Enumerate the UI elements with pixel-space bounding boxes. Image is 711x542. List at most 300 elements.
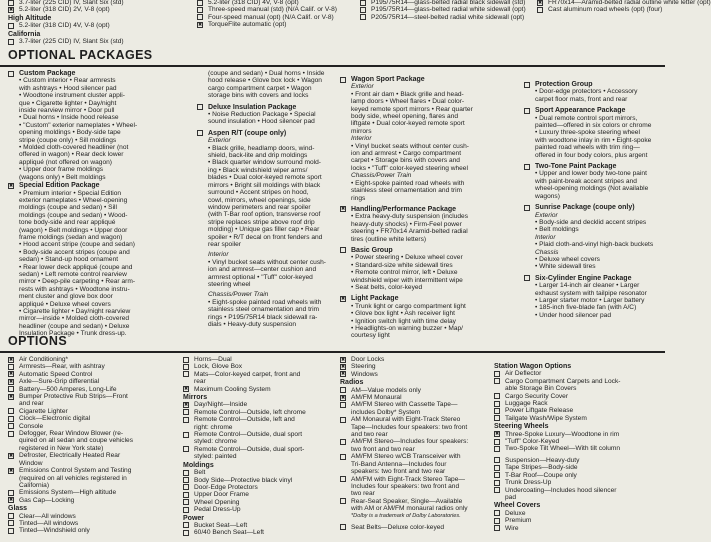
- option-door-edge-protectors[interactable]: [183, 484, 348, 491]
- checkbox[interactable]: [340, 387, 346, 393]
- option-5-2-liter-318-cid-4v-v-8-opt[interactable]: [8, 22, 168, 29]
- option-automatic-speed-control[interactable]: [8, 371, 188, 378]
- option-three-spoke-luxury-woodtone-in-rim[interactable]: [494, 431, 659, 438]
- checkbox[interactable]: [340, 371, 346, 377]
- option-console[interactable]: [8, 423, 188, 430]
- packages-column-3: [340, 76, 525, 340]
- option-four-speed-manual-opt-n-a-calif-or-v-8[interactable]: [197, 14, 357, 21]
- description-line: stainless steel ornamentation and trim: [351, 187, 463, 195]
- description-line: • Plaid cloth-and-vinyl high-back buckets: [535, 241, 654, 249]
- option-am-fm-stereo-with-cassette-tape[interactable]: [340, 401, 500, 408]
- custom-package[interactable]: Custom Package: [8, 70, 193, 77]
- option-label: Axle—Sure-Grip differential: [19, 378, 100, 386]
- option-am-fm-stereo-includes-four-speakers[interactable]: [340, 438, 500, 445]
- option-label: Belt: [194, 469, 206, 477]
- description-line: stainless steel ornamentation and trim: [208, 306, 320, 314]
- six-cylinder-description: [524, 282, 671, 319]
- handling-checkbox[interactable]: [340, 206, 346, 212]
- checkbox[interactable]: [494, 378, 500, 384]
- checkbox[interactable]: [183, 522, 189, 528]
- checkbox[interactable]: [340, 454, 346, 460]
- description-line: ing • Black windshield wiper arms/: [208, 166, 308, 174]
- checkbox[interactable]: [8, 423, 14, 429]
- checkbox[interactable]: [340, 395, 346, 401]
- basic-group[interactable]: Basic Group: [340, 247, 525, 254]
- option-tuff-color-keyed[interactable]: [494, 438, 659, 445]
- sunrise-exterior-label: Exterior: [535, 211, 558, 219]
- wagon-chassis-description: [340, 180, 525, 202]
- description-line: frame moldings (sedan and wagon): [19, 233, 123, 241]
- sport-appearance-description: [524, 115, 671, 159]
- option-continuation-text: Tape—Includes four speakers: two front: [351, 423, 468, 431]
- option-seat-belts-deluxe-color-keyed[interactable]: [340, 524, 500, 531]
- option-continuation-text: two front and two rear: [351, 445, 415, 453]
- sunrise-checkbox[interactable]: [524, 205, 530, 211]
- checkbox[interactable]: [8, 23, 14, 29]
- description-line: dials • Heavy-duty suspension: [208, 321, 297, 328]
- checkbox[interactable]: [494, 465, 500, 471]
- checkbox[interactable]: [494, 431, 500, 437]
- checkbox[interactable]: [197, 0, 203, 6]
- description-line: with woodtone inlay in rim • Eight-spoke: [535, 136, 652, 144]
- description-line: cargo compartment carpet • Wagon: [208, 84, 312, 92]
- deluxe-insulation-description: [197, 111, 352, 126]
- checkbox[interactable]: [340, 498, 346, 504]
- option-5-2-liter-318-cid-2v-v-8-opt[interactable]: [8, 6, 168, 13]
- description-line: keyed remote sport mirrors • Rear quarter: [351, 105, 473, 113]
- protection-group-description: [524, 88, 671, 103]
- description-line: sound insulation • Hood silencer pad: [208, 118, 315, 126]
- option-60-40-bench-seat-left[interactable]: [183, 529, 348, 536]
- sunrise-package[interactable]: Sunrise Package (coupe only): [524, 204, 671, 211]
- light-package-description: [340, 303, 525, 340]
- checkbox[interactable]: [340, 364, 346, 370]
- aspen-chassis-description: [197, 299, 352, 329]
- description-line: painted road wheels with trim ring—: [535, 144, 640, 152]
- description-line: • Eight-spoke painted road wheels with: [351, 179, 465, 187]
- aspen-interior-description: [197, 259, 352, 289]
- option-label: Wire: [505, 524, 519, 532]
- checkbox[interactable]: [494, 439, 500, 445]
- description-line: painted—offered in six colors or chrome: [535, 122, 652, 130]
- option-am-fm-stereo-w-cb-transceiver-with[interactable]: [340, 453, 500, 460]
- option-label: Body Side—Protective black vinyl: [194, 476, 293, 484]
- checkbox[interactable]: [8, 0, 14, 6]
- option-armrests-rear-with-ashtray[interactable]: [8, 363, 188, 370]
- station-wagon-options-heading: Station Wagon Options: [494, 363, 572, 370]
- option-remote-control-outside-dual-sport[interactable]: [183, 446, 348, 453]
- checkbox[interactable]: [8, 416, 14, 422]
- checkbox[interactable]: [183, 499, 189, 505]
- wagon-exterior-label: Exterior: [351, 83, 374, 91]
- description-line: • Black grille, headlamp doors, wind-: [208, 144, 315, 152]
- option-body-side-protective-black-vinyl[interactable]: [183, 477, 348, 484]
- checkbox[interactable]: [183, 432, 189, 438]
- option-maximum-cooling-system[interactable]: [183, 386, 348, 393]
- option-label: "Tuff" Color-Keyed: [505, 438, 560, 446]
- option-tailgate-wash-wipe-system[interactable]: [494, 415, 659, 422]
- description-line: • Hood accent stripe (coupe and sedan): [19, 241, 135, 249]
- checkbox[interactable]: [8, 364, 14, 370]
- option-label: Two-Spoke Tilt Wheel—With tilt column: [505, 445, 621, 453]
- aspen-rt-checkbox[interactable]: [197, 130, 203, 136]
- option-p195-75r14-glass-belted-radial-white-sid[interactable]: [360, 6, 530, 13]
- option-continuation-text: and two rear: [351, 431, 388, 439]
- checkbox[interactable]: [494, 371, 500, 377]
- option-t-bar-roof-coupe-only[interactable]: [494, 472, 659, 479]
- checkbox[interactable]: [183, 484, 189, 490]
- checkbox[interactable]: [197, 14, 203, 20]
- checkbox[interactable]: [183, 364, 189, 370]
- checkbox[interactable]: [183, 477, 189, 483]
- option-label: 60/40 Bench Seat—Left: [194, 529, 265, 537]
- checkbox[interactable]: [183, 507, 189, 513]
- description-line: • Larger 14-inch air cleaner • Larger: [535, 282, 640, 290]
- custom-package-checkbox[interactable]: [8, 71, 14, 77]
- six-cylinder-checkbox[interactable]: [524, 275, 530, 281]
- checkbox[interactable]: [183, 402, 189, 408]
- checkbox[interactable]: [183, 357, 189, 363]
- option-air-conditioning[interactable]: [8, 356, 188, 363]
- checkbox[interactable]: [183, 470, 189, 476]
- checkbox[interactable]: [494, 480, 500, 486]
- option-label: AM/FM Stereo w/CB Transceiver with: [351, 453, 461, 461]
- handling-description: [340, 213, 525, 243]
- option-cargo-security-cover[interactable]: [494, 393, 659, 400]
- description-line: stripe replaces stripe above roof drip: [208, 218, 315, 226]
- description-line: • Upper door frame moldings: [19, 166, 104, 174]
- description-line: ion and armrest—center cushion and: [208, 266, 317, 274]
- option-label: Pedal Dress-Up: [194, 506, 241, 514]
- option-label: 5.2-liter (318 CID) 2V, V-8 (opt): [19, 6, 110, 14]
- description-line: sedan) • Left remote control rearview: [19, 270, 127, 278]
- checkbox[interactable]: [494, 510, 500, 516]
- description-line: • Molded cloth-covered headliner (not: [19, 144, 129, 152]
- option-label: 3.7-liter (225 CID) IV, Slant Six (std): [19, 0, 124, 6]
- steering-wheels-heading: Steering Wheels: [494, 423, 549, 431]
- options-heading: OPTIONS: [8, 334, 68, 348]
- checkbox[interactable]: [8, 528, 14, 534]
- description-line: • Power steering • Deluxe wheel cover: [351, 254, 463, 262]
- option-premium[interactable]: [494, 517, 659, 524]
- option-continuation-text: able Storage Bin Covers: [505, 385, 577, 393]
- checkbox[interactable]: [8, 453, 14, 459]
- basic-group-checkbox[interactable]: [340, 247, 346, 253]
- checkbox[interactable]: [8, 386, 14, 392]
- options-column-2: [183, 356, 348, 537]
- option-label: AM/FM Monaural: [351, 394, 402, 402]
- option-bucket-seat-left[interactable]: [183, 522, 348, 529]
- option-cigarette-lighter[interactable]: [8, 408, 188, 415]
- option-remote-control-outside-left-and[interactable]: [183, 416, 348, 423]
- checkbox[interactable]: [8, 357, 14, 363]
- glass-heading: Glass: [8, 505, 28, 513]
- option-label: Defroster, Electrically Heated Rear: [19, 452, 121, 460]
- checkbox[interactable]: [183, 371, 189, 377]
- checkbox[interactable]: [8, 513, 14, 519]
- option-continuation-text: two rear: [351, 490, 375, 498]
- two-tone-paint-package[interactable]: Two-Tone Paint Package: [524, 163, 671, 170]
- checkbox[interactable]: [8, 520, 14, 526]
- checkbox[interactable]: [8, 7, 14, 13]
- description-line: with ashtrays • Hood silencer pad: [19, 84, 117, 92]
- description-line: carpet floor mats, front and rear: [535, 95, 628, 103]
- description-line: tone body-side and rear appliqué: [19, 219, 116, 227]
- checkbox[interactable]: [340, 439, 346, 445]
- checkbox[interactable]: [360, 0, 366, 6]
- checkbox[interactable]: [183, 409, 189, 415]
- protection-group[interactable]: Protection Group: [524, 81, 671, 88]
- two-tone-description: [524, 170, 671, 200]
- checkbox[interactable]: [494, 401, 500, 407]
- option-cast-aluminum-road-wheels-opt-four[interactable]: [537, 6, 671, 13]
- checkbox[interactable]: [8, 371, 14, 377]
- wagon-sport-checkbox[interactable]: [340, 77, 346, 83]
- option-am-monaural-with-eight-track-stereo[interactable]: [340, 416, 500, 423]
- checkbox[interactable]: [197, 7, 203, 13]
- checkbox[interactable]: [8, 394, 14, 400]
- checkbox[interactable]: [183, 530, 189, 536]
- checkbox[interactable]: [494, 457, 500, 463]
- option-cargo-compartment-carpets-and-lock[interactable]: [494, 378, 659, 385]
- checkbox[interactable]: [360, 7, 366, 13]
- option-undercoating-includes-hood-silencer[interactable]: [494, 487, 659, 494]
- checkbox[interactable]: [360, 14, 366, 20]
- option-power-liftgate-release[interactable]: [494, 407, 659, 414]
- wagon-interior-label: Interior: [351, 135, 372, 143]
- option-continuation-text: right: chrome: [194, 423, 233, 431]
- checkbox[interactable]: [8, 497, 14, 503]
- option-day-night-inside[interactable]: [183, 401, 348, 408]
- sport-appearance-checkbox[interactable]: [524, 108, 530, 114]
- option-trunk-dress-up[interactable]: [494, 479, 659, 486]
- option-tinted-windshield-only[interactable]: [8, 527, 188, 534]
- option-door-locks[interactable]: [340, 356, 500, 363]
- six-cylinder-engine-package[interactable]: Six-Cylinder Engine Package: [524, 275, 671, 282]
- wheel-covers-heading: Wheel Covers: [494, 502, 541, 510]
- option-upper-door-frame[interactable]: [183, 491, 348, 498]
- checkbox[interactable]: [183, 446, 189, 452]
- description-line: • Cigarette lighter • Day/night rearview: [19, 308, 131, 315]
- option-label: Cigarette Lighter: [19, 407, 68, 415]
- description-line: • 185-inch five-blade fan (with A/C): [535, 304, 637, 312]
- option-tinted-all-windows[interactable]: [8, 520, 188, 527]
- description-line: armrest optional • "Tuff" color-keyed: [208, 273, 313, 281]
- aspen-rt-package[interactable]: Aspen R/T (coupe only): [197, 130, 352, 137]
- handling-performance-package[interactable]: ✖ Handling/Performance Package: [340, 206, 525, 213]
- description-line: • Deluxe wheel covers: [535, 255, 600, 263]
- option-label: FR70x14—Aramid-belted radial outline white letter (opt): [548, 0, 711, 6]
- checkbox[interactable]: [197, 22, 203, 28]
- option-label: Remote Control—Outside, left and: [194, 416, 295, 424]
- option-rear-seat-speaker-single-available[interactable]: [340, 498, 500, 505]
- description-line: • Under hood silencer pad: [535, 311, 611, 319]
- option-label: Cast aluminum road wheels (opt) (four): [548, 6, 663, 14]
- checkbox[interactable]: [8, 431, 14, 437]
- aspen-exterior-label: Exterior: [208, 137, 231, 145]
- checkbox[interactable]: [537, 7, 543, 13]
- checkbox[interactable]: [8, 408, 14, 414]
- checkbox[interactable]: [8, 379, 14, 385]
- option-windows[interactable]: [340, 371, 500, 378]
- option-am-fm-monaural[interactable]: [340, 394, 500, 401]
- option-p205-75r14-steel-belted-radial-white-sid[interactable]: [360, 14, 530, 21]
- option-am-fm-with-eight-track-stereo-tape[interactable]: [340, 476, 500, 483]
- option-belt[interactable]: [183, 469, 348, 476]
- description-line: surround • Accent stripes on hood,: [208, 189, 309, 197]
- option-lock-glove-box[interactable]: [183, 363, 348, 370]
- option-label: AM/FM with Eight-Track Stereo Tape—: [351, 475, 465, 483]
- description-line: • Headlights-on warning buzzer • Map/: [351, 325, 464, 332]
- option-3-7-liter-225-cid-iv-slant-six-std[interactable]: [8, 38, 168, 45]
- option-continuation-text: registered in New York state): [19, 444, 104, 452]
- description-line: spoiler • R/T decal on front fenders and: [208, 233, 323, 241]
- option-suspension-heavy-duty[interactable]: [494, 457, 659, 464]
- checkbox[interactable]: [537, 0, 543, 6]
- aspen-interior-label: Interior: [208, 251, 229, 259]
- option-clear-all-windows[interactable]: [8, 513, 188, 520]
- option-deluxe[interactable]: [494, 510, 659, 517]
- option-am-value-models-only[interactable]: [340, 387, 500, 394]
- wagon-chassis-label: Chassis/Power Train: [351, 172, 412, 180]
- sunrise-interior-description: [524, 241, 671, 248]
- checkbox[interactable]: [340, 402, 346, 408]
- description-line: mirrors: [351, 127, 372, 135]
- checkbox[interactable]: [494, 446, 500, 452]
- checkbox[interactable]: [494, 518, 500, 524]
- description-line: rings • P195/75R14 black sidewall ra-: [208, 313, 318, 321]
- wheel-tire-list: [537, 0, 711, 14]
- checkbox[interactable]: [494, 525, 500, 531]
- checkbox[interactable]: [183, 492, 189, 498]
- option-axle-sure-grip-differential[interactable]: [8, 378, 188, 385]
- description-line: • Body-side accent stripes (coupe and: [19, 248, 130, 256]
- description-line: window perimeters and rear spoiler: [208, 203, 311, 211]
- checkbox[interactable]: [8, 39, 14, 45]
- description-line: molding) • Unique gas filler cap • Rear: [208, 226, 320, 234]
- option-label: Tinted—All windows: [19, 519, 79, 527]
- option-continuation-text: Tri-Band Antenna—Includes four: [351, 460, 447, 468]
- sunrise-exterior-description: [524, 219, 671, 234]
- description-line: Insulation Package • Trunk dress-up.: [19, 330, 127, 338]
- option-pedal-dress-up[interactable]: [183, 506, 348, 513]
- description-line: • White sidewall tires: [535, 263, 596, 271]
- option-battery-500-amperes-long-life[interactable]: [8, 386, 188, 393]
- option-label: Deluxe: [505, 509, 526, 517]
- option-label: Automatic Speed Control: [19, 370, 93, 378]
- description-line: locks • "Tuff" color-keyed steering wheel: [351, 164, 468, 172]
- option-label: Upper Door Frame: [194, 491, 249, 499]
- high-altitude-heading: High Altitude: [8, 14, 52, 22]
- aspen-chassis-label: Chassis/Power Train: [208, 291, 269, 299]
- checkbox[interactable]: [340, 357, 346, 363]
- option-air-deflector[interactable]: [494, 370, 659, 377]
- checkbox[interactable]: [494, 472, 500, 478]
- option-label: AM—Value models only: [351, 386, 421, 394]
- description-line: mirrors • Bright sill moldings with black: [208, 181, 321, 189]
- option-label: P195/75R14—glass-belted radial black sidewall (std): [371, 0, 526, 6]
- description-line: blades • Dual color-keyed remote sport: [208, 174, 322, 182]
- option-continuation-text: styled: chrome: [194, 438, 237, 446]
- checkbox[interactable]: [494, 487, 500, 493]
- sport-appearance-package[interactable]: Sport Appearance Package: [524, 107, 671, 114]
- description-line: • Door-edge protectors • Accessory: [535, 88, 638, 96]
- option-steering[interactable]: [340, 363, 500, 370]
- two-tone-checkbox[interactable]: [524, 164, 530, 170]
- description-line: • Rear lower deck appliqué (coupe and: [19, 263, 133, 271]
- checkbox[interactable]: [494, 393, 500, 399]
- option-label: Defogger, Rear Window Blower (re-: [19, 430, 124, 438]
- option-gas-cap-locking[interactable]: [8, 497, 188, 504]
- option-three-speed-manual-std-n-a-calif-or-v-8[interactable]: [197, 6, 357, 13]
- checkbox[interactable]: [340, 417, 346, 423]
- option-luggage-rack[interactable]: [494, 400, 659, 407]
- option-label: Steering: [351, 363, 376, 371]
- footnote: *Dolby is a trademark of Dolby Laboratories.: [351, 512, 461, 519]
- deluxe-insulation-package[interactable]: Deluxe Insulation Package: [197, 104, 352, 111]
- description-line: • Dual remote control sport mirrors,: [535, 114, 638, 122]
- description-line: • Larger starter motor • Larger battery: [535, 296, 645, 304]
- special-edition-package-checkbox[interactable]: [8, 183, 14, 189]
- checkbox[interactable]: [340, 524, 346, 530]
- description-line: hood release • Glove box lock • Wagon: [208, 77, 322, 85]
- option-continuation-text: Includes four speakers: two front and: [351, 482, 460, 490]
- option-defogger-rear-window-blower-re[interactable]: [8, 430, 188, 437]
- option-torqueflite-automatic-opt[interactable]: [197, 21, 357, 28]
- checkbox[interactable]: [8, 490, 14, 496]
- custom-package-description: [8, 77, 193, 181]
- wagon-sport-package[interactable]: Wagon Sport Package: [340, 76, 525, 83]
- sunrise-chassis-description: [524, 256, 671, 271]
- option-defroster-electrically-heated-rear[interactable]: [8, 452, 188, 459]
- checkbox[interactable]: [183, 417, 189, 423]
- description-line: courtesy light: [351, 332, 390, 340]
- light-package-checkbox[interactable]: [340, 296, 346, 302]
- option-label: Wheel Opening: [194, 498, 240, 506]
- checkbox[interactable]: [183, 386, 189, 392]
- option-wheel-opening[interactable]: [183, 499, 348, 506]
- protection-group-checkbox[interactable]: [524, 82, 530, 88]
- option-emissions-system-high-altitude[interactable]: [8, 489, 188, 496]
- option-tape-stripes-body-side[interactable]: [494, 464, 659, 471]
- option-emissions-control-system-and-testing[interactable]: [8, 467, 188, 474]
- option-mats-color-keyed-carpet-front-and[interactable]: [183, 371, 348, 378]
- description-line: • Dual horns • Inside hood release: [19, 114, 119, 122]
- special-edition-package[interactable]: ✖ Special Edition Package: [8, 182, 193, 189]
- option-two-spoke-tilt-wheel-with-tilt-column[interactable]: [494, 445, 659, 452]
- checkbox[interactable]: [494, 415, 500, 421]
- description-line: (wagon) • Belt moldings • Upper door: [19, 226, 128, 234]
- option-remote-control-outside-left-chrome[interactable]: [183, 409, 348, 416]
- option-wire[interactable]: [494, 525, 659, 532]
- packages-column-4: [524, 81, 671, 319]
- checkbox[interactable]: [8, 468, 14, 474]
- description-line: que • Cigarette lighter • Day/night: [19, 99, 117, 107]
- checkbox[interactable]: [340, 476, 346, 482]
- option-horns-dual[interactable]: [183, 356, 348, 363]
- radios-heading: Radios: [340, 379, 364, 387]
- option-bumper-protective-rub-strips-front[interactable]: [8, 393, 188, 400]
- option-clock-electronic-digital[interactable]: [8, 415, 188, 422]
- description-line: body side, wheel opening, flares and: [351, 113, 459, 121]
- deluxe-insulation-checkbox[interactable]: [197, 104, 203, 110]
- option-label: Undercoating—Includes hood silencer: [505, 486, 617, 494]
- light-package[interactable]: ✖ Light Package: [340, 295, 525, 302]
- description-line: tires (outline white letters): [351, 235, 427, 243]
- checkbox[interactable]: [494, 408, 500, 414]
- option-remote-control-outside-dual-sport[interactable]: [183, 431, 348, 438]
- description-line: • Seat belts, color-keyed: [351, 283, 423, 291]
